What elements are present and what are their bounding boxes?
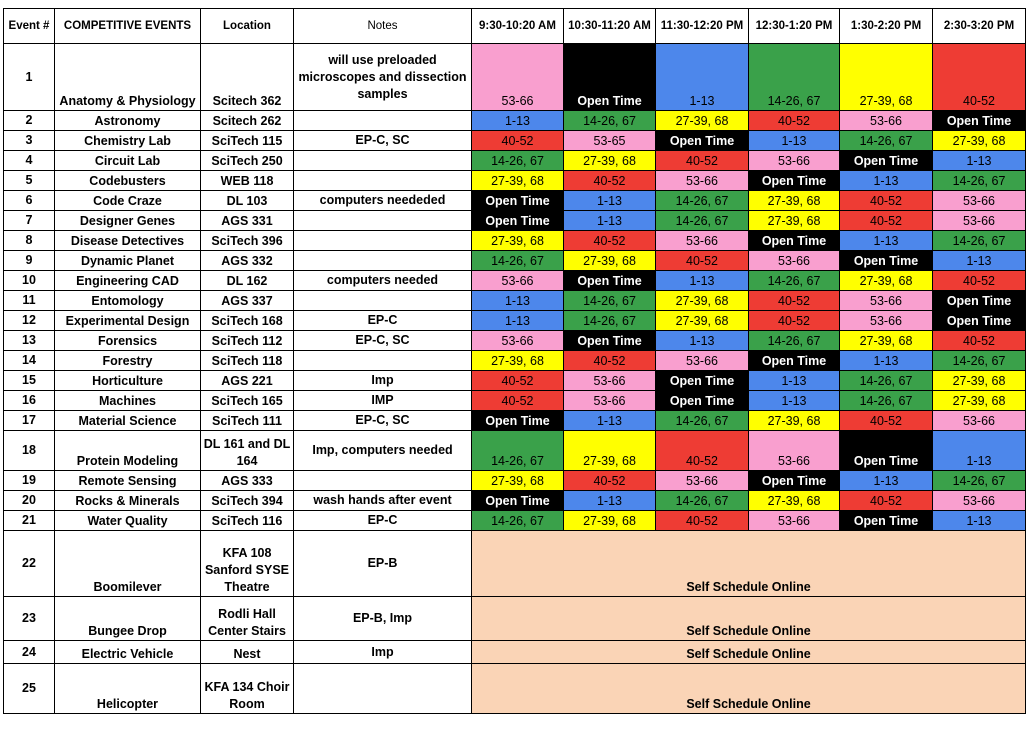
time-slot-cell: 1-13 [472, 291, 564, 311]
location-cell: AGS 333 [201, 471, 294, 491]
table-row [4, 211, 1026, 231]
time-slot-cell: 40-52 [564, 471, 656, 491]
time-slot-cell: 1-13 [749, 391, 840, 411]
header-row [4, 9, 1026, 44]
location-cell: AGS 221 [201, 371, 294, 391]
time-slot-cell: 53-66 [472, 271, 564, 291]
time-slot-cell: 14-26, 67 [472, 431, 564, 471]
event-name-cell: Protein Modeling [55, 431, 201, 471]
header-notes: Notes [294, 9, 472, 44]
time-slot-cell: 27-39, 68 [840, 331, 933, 351]
time-slot-cell: Open Time [749, 231, 840, 251]
header-slot-1: 9:30-10:20 AM [472, 9, 564, 44]
notes-cell: EP-C, SC [294, 331, 472, 351]
event-name-cell: Electric Vehicle [55, 641, 201, 664]
time-slot-cell: Open Time [472, 411, 564, 431]
time-slot-cell: 53-66 [749, 431, 840, 471]
time-slot-cell: 53-66 [564, 391, 656, 411]
event-number-cell: 25 [4, 664, 55, 714]
event-name-cell: Horticulture [55, 371, 201, 391]
location-cell: SciTech 165 [201, 391, 294, 411]
time-slot-cell: 27-39, 68 [564, 511, 656, 531]
notes-cell: will use preloaded microscopes and dissection samples [294, 44, 472, 111]
time-slot-cell: 53-66 [656, 231, 749, 251]
time-slot-cell: 14-26, 67 [933, 351, 1026, 371]
time-slot-cell: 40-52 [656, 151, 749, 171]
time-slot-cell: 14-26, 67 [472, 151, 564, 171]
event-number-cell: 17 [4, 411, 55, 431]
time-slot-cell: 27-39, 68 [472, 471, 564, 491]
location-cell: SciTech 118 [201, 351, 294, 371]
time-slot-cell: 14-26, 67 [933, 231, 1026, 251]
time-slot-cell: Open Time [656, 131, 749, 151]
location-cell: SciTech 396 [201, 231, 294, 251]
time-slot-cell: 53-66 [749, 151, 840, 171]
time-slot-cell: 14-26, 67 [840, 391, 933, 411]
time-slot-cell: 53-66 [933, 211, 1026, 231]
time-slot-cell: 27-39, 68 [656, 291, 749, 311]
time-slot-cell: 40-52 [840, 211, 933, 231]
event-name-cell: Designer Genes [55, 211, 201, 231]
time-slot-cell: 27-39, 68 [840, 44, 933, 111]
table-row [4, 641, 1026, 664]
table-row [4, 271, 1026, 291]
event-name-cell: Disease Detectives [55, 231, 201, 251]
event-number-cell: 2 [4, 111, 55, 131]
notes-cell [294, 251, 472, 271]
notes-cell: EP-C, SC [294, 411, 472, 431]
location-cell: AGS 331 [201, 211, 294, 231]
self-schedule-cell: Self Schedule Online [472, 597, 1026, 641]
time-slot-cell: 53-66 [656, 351, 749, 371]
time-slot-cell: 27-39, 68 [933, 371, 1026, 391]
time-slot-cell: 1-13 [564, 211, 656, 231]
time-slot-cell: 14-26, 67 [749, 331, 840, 351]
notes-cell: EP-C [294, 311, 472, 331]
self-schedule-cell: Self Schedule Online [472, 641, 1026, 664]
time-slot-cell: 14-26, 67 [564, 291, 656, 311]
event-number-cell: 1 [4, 44, 55, 111]
table-row [4, 131, 1026, 151]
event-number-cell: 3 [4, 131, 55, 151]
time-slot-cell: 53-66 [656, 471, 749, 491]
table-row [4, 511, 1026, 531]
time-slot-cell: 14-26, 67 [840, 371, 933, 391]
event-number-cell: 24 [4, 641, 55, 664]
event-name-cell: Experimental Design [55, 311, 201, 331]
time-slot-cell: 53-66 [656, 171, 749, 191]
time-slot-cell: 1-13 [564, 491, 656, 511]
notes-cell: IMP [294, 391, 472, 411]
event-number-cell: 14 [4, 351, 55, 371]
time-slot-cell: 1-13 [656, 44, 749, 111]
header-slot-3: 11:30-12:20 PM [656, 9, 749, 44]
time-slot-cell: 14-26, 67 [933, 171, 1026, 191]
event-name-cell: Boomilever [55, 531, 201, 597]
time-slot-cell: 1-13 [564, 411, 656, 431]
time-slot-cell: 14-26, 67 [749, 44, 840, 111]
time-slot-cell: 14-26, 67 [656, 211, 749, 231]
time-slot-cell: 53-66 [472, 44, 564, 111]
time-slot-cell: 27-39, 68 [472, 231, 564, 251]
time-slot-cell: 40-52 [564, 231, 656, 251]
self-schedule-cell: Self Schedule Online [472, 531, 1026, 597]
schedule-body [4, 44, 1026, 714]
time-slot-cell: Open Time [749, 171, 840, 191]
time-slot-cell: Open Time [472, 491, 564, 511]
table-row [4, 471, 1026, 491]
notes-cell: EP-C [294, 511, 472, 531]
table-row [4, 251, 1026, 271]
time-slot-cell: Open Time [656, 391, 749, 411]
time-slot-cell: 40-52 [933, 331, 1026, 351]
location-cell: Nest [201, 641, 294, 664]
event-name-cell: Forestry [55, 351, 201, 371]
event-name-cell: Chemistry Lab [55, 131, 201, 151]
header-slot-6: 2:30-3:20 PM [933, 9, 1026, 44]
location-cell: DL 103 [201, 191, 294, 211]
notes-cell [294, 664, 472, 714]
location-cell: SciTech 250 [201, 151, 294, 171]
table-row [4, 431, 1026, 471]
time-slot-cell: Open Time [840, 511, 933, 531]
event-number-cell: 13 [4, 331, 55, 351]
location-cell: KFA 134 Choir Room [201, 664, 294, 714]
location-cell: SciTech 115 [201, 131, 294, 151]
time-slot-cell: 27-39, 68 [564, 431, 656, 471]
time-slot-cell: Open Time [472, 211, 564, 231]
time-slot-cell: 1-13 [749, 371, 840, 391]
time-slot-cell: 53-66 [749, 511, 840, 531]
event-name-cell: Rocks & Minerals [55, 491, 201, 511]
event-name-cell: Material Science [55, 411, 201, 431]
location-cell: WEB 118 [201, 171, 294, 191]
time-slot-cell: 53-66 [840, 311, 933, 331]
table-row [4, 597, 1026, 641]
notes-cell: EP-B, Imp [294, 597, 472, 641]
time-slot-cell: 14-26, 67 [656, 411, 749, 431]
event-name-cell: Astronomy [55, 111, 201, 131]
time-slot-cell: 40-52 [472, 131, 564, 151]
table-row [4, 531, 1026, 597]
time-slot-cell: 1-13 [840, 171, 933, 191]
event-number-cell: 20 [4, 491, 55, 511]
time-slot-cell: Open Time [749, 471, 840, 491]
time-slot-cell: 40-52 [749, 291, 840, 311]
event-name-cell: Water Quality [55, 511, 201, 531]
table-row [4, 291, 1026, 311]
event-name-cell: Code Craze [55, 191, 201, 211]
time-slot-cell: 14-26, 67 [564, 111, 656, 131]
time-slot-cell: 14-26, 67 [933, 471, 1026, 491]
time-slot-cell: Open Time [840, 431, 933, 471]
time-slot-cell: 40-52 [564, 351, 656, 371]
location-cell: DL 162 [201, 271, 294, 291]
time-slot-cell: 40-52 [749, 311, 840, 331]
event-number-cell: 19 [4, 471, 55, 491]
time-slot-cell: 14-26, 67 [472, 251, 564, 271]
notes-cell [294, 231, 472, 251]
time-slot-cell: 40-52 [656, 251, 749, 271]
notes-cell [294, 291, 472, 311]
event-number-cell: 12 [4, 311, 55, 331]
time-slot-cell: 1-13 [933, 511, 1026, 531]
header-slot-4: 12:30-1:20 PM [749, 9, 840, 44]
event-number-cell: 10 [4, 271, 55, 291]
time-slot-cell: 27-39, 68 [840, 271, 933, 291]
time-slot-cell: 1-13 [840, 231, 933, 251]
notes-cell: computers neededed [294, 191, 472, 211]
table-row [4, 311, 1026, 331]
location-cell: Rodli Hall Center Stairs [201, 597, 294, 641]
location-cell: SciTech 168 [201, 311, 294, 331]
time-slot-cell: 1-13 [656, 271, 749, 291]
time-slot-cell: 1-13 [564, 191, 656, 211]
event-name-cell: Circuit Lab [55, 151, 201, 171]
time-slot-cell: 40-52 [749, 111, 840, 131]
event-name-cell: Entomology [55, 291, 201, 311]
time-slot-cell: 1-13 [472, 311, 564, 331]
time-slot-cell: Open Time [564, 44, 656, 111]
event-name-cell: Codebusters [55, 171, 201, 191]
time-slot-cell: 27-39, 68 [749, 491, 840, 511]
time-slot-cell: 14-26, 67 [749, 271, 840, 291]
time-slot-cell: 53-66 [933, 191, 1026, 211]
notes-cell: Imp, computers needed [294, 431, 472, 471]
location-cell: Scitech 362 [201, 44, 294, 111]
notes-cell: computers needed [294, 271, 472, 291]
event-name-cell: Anatomy & Physiology [55, 44, 201, 111]
location-cell: AGS 332 [201, 251, 294, 271]
time-slot-cell: 53-66 [840, 291, 933, 311]
time-slot-cell: 40-52 [840, 191, 933, 211]
event-name-cell: Engineering CAD [55, 271, 201, 291]
notes-cell: EP-C, SC [294, 131, 472, 151]
header-competitive-events: COMPETITIVE EVENTS [55, 9, 201, 44]
table-row [4, 411, 1026, 431]
location-cell: AGS 337 [201, 291, 294, 311]
table-row [4, 231, 1026, 251]
table-row [4, 491, 1026, 511]
location-cell: SciTech 116 [201, 511, 294, 531]
notes-cell [294, 471, 472, 491]
event-number-cell: 11 [4, 291, 55, 311]
notes-cell [294, 211, 472, 231]
notes-cell: Imp [294, 371, 472, 391]
event-number-cell: 6 [4, 191, 55, 211]
time-slot-cell: 53-66 [472, 331, 564, 351]
event-name-cell: Bungee Drop [55, 597, 201, 641]
notes-cell [294, 351, 472, 371]
time-slot-cell: Open Time [840, 151, 933, 171]
time-slot-cell: Open Time [840, 251, 933, 271]
time-slot-cell: 14-26, 67 [840, 131, 933, 151]
time-slot-cell: 53-66 [840, 111, 933, 131]
header-event-number: Event # [4, 9, 55, 44]
time-slot-cell: 14-26, 67 [564, 311, 656, 331]
time-slot-cell: 27-39, 68 [933, 131, 1026, 151]
event-number-cell: 5 [4, 171, 55, 191]
table-row [4, 351, 1026, 371]
time-slot-cell: 1-13 [933, 151, 1026, 171]
location-cell: DL 161 and DL 164 [201, 431, 294, 471]
time-slot-cell: Open Time [933, 291, 1026, 311]
time-slot-cell: Open Time [656, 371, 749, 391]
event-number-cell: 23 [4, 597, 55, 641]
location-cell: SciTech 394 [201, 491, 294, 511]
location-cell: SciTech 111 [201, 411, 294, 431]
table-row [4, 371, 1026, 391]
time-slot-cell: 40-52 [840, 491, 933, 511]
time-slot-cell: 1-13 [472, 111, 564, 131]
notes-cell [294, 111, 472, 131]
time-slot-cell: 40-52 [933, 271, 1026, 291]
time-slot-cell: 40-52 [472, 391, 564, 411]
time-slot-cell: 1-13 [840, 351, 933, 371]
event-number-cell: 16 [4, 391, 55, 411]
notes-cell [294, 171, 472, 191]
time-slot-cell: 27-39, 68 [564, 151, 656, 171]
header-slot-2: 10:30-11:20 AM [564, 9, 656, 44]
event-number-cell: 9 [4, 251, 55, 271]
time-slot-cell: 1-13 [840, 471, 933, 491]
event-name-cell: Machines [55, 391, 201, 411]
time-slot-cell: Open Time [933, 311, 1026, 331]
time-slot-cell: 27-39, 68 [656, 311, 749, 331]
event-number-cell: 7 [4, 211, 55, 231]
time-slot-cell: 14-26, 67 [472, 511, 564, 531]
self-schedule-cell: Self Schedule Online [472, 664, 1026, 714]
time-slot-cell: 40-52 [840, 411, 933, 431]
table-row [4, 191, 1026, 211]
table-row [4, 331, 1026, 351]
location-cell: KFA 108 Sanford SYSE Theatre [201, 531, 294, 597]
time-slot-cell: 53-66 [564, 371, 656, 391]
schedule-table [3, 8, 1026, 714]
notes-cell: Imp [294, 641, 472, 664]
location-cell: Scitech 262 [201, 111, 294, 131]
time-slot-cell: 27-39, 68 [472, 171, 564, 191]
event-name-cell: Helicopter [55, 664, 201, 714]
notes-cell: wash hands after event [294, 491, 472, 511]
time-slot-cell: 1-13 [656, 331, 749, 351]
time-slot-cell: 40-52 [933, 44, 1026, 111]
time-slot-cell: 40-52 [656, 431, 749, 471]
time-slot-cell: 27-39, 68 [472, 351, 564, 371]
event-number-cell: 15 [4, 371, 55, 391]
time-slot-cell: 27-39, 68 [933, 391, 1026, 411]
event-name-cell: Dynamic Planet [55, 251, 201, 271]
event-number-cell: 8 [4, 231, 55, 251]
notes-cell [294, 151, 472, 171]
time-slot-cell: 40-52 [564, 171, 656, 191]
time-slot-cell: 53-66 [933, 491, 1026, 511]
time-slot-cell: 27-39, 68 [749, 411, 840, 431]
table-row [4, 391, 1026, 411]
header-location: Location [201, 9, 294, 44]
event-number-cell: 4 [4, 151, 55, 171]
event-number-cell: 18 [4, 431, 55, 471]
location-cell: SciTech 112 [201, 331, 294, 351]
time-slot-cell: 1-13 [933, 431, 1026, 471]
header-slot-5: 1:30-2:20 PM [840, 9, 933, 44]
time-slot-cell: 53-65 [564, 131, 656, 151]
time-slot-cell: 53-66 [749, 251, 840, 271]
time-slot-cell: 14-26, 67 [656, 191, 749, 211]
time-slot-cell: 27-39, 68 [749, 191, 840, 211]
time-slot-cell: Open Time [564, 271, 656, 291]
time-slot-cell: 40-52 [656, 511, 749, 531]
time-slot-cell: Open Time [472, 191, 564, 211]
table-row [4, 664, 1026, 714]
event-name-cell: Forensics [55, 331, 201, 351]
event-number-cell: 22 [4, 531, 55, 597]
table-row [4, 111, 1026, 131]
event-name-cell: Remote Sensing [55, 471, 201, 491]
table-row [4, 151, 1026, 171]
table-row [4, 44, 1026, 111]
time-slot-cell: 27-39, 68 [564, 251, 656, 271]
time-slot-cell: 53-66 [933, 411, 1026, 431]
time-slot-cell: Open Time [749, 351, 840, 371]
time-slot-cell: 40-52 [472, 371, 564, 391]
time-slot-cell: Open Time [933, 111, 1026, 131]
time-slot-cell: 1-13 [749, 131, 840, 151]
time-slot-cell: 27-39, 68 [656, 111, 749, 131]
time-slot-cell: 1-13 [933, 251, 1026, 271]
time-slot-cell: 27-39, 68 [749, 211, 840, 231]
time-slot-cell: 14-26, 67 [656, 491, 749, 511]
table-row [4, 171, 1026, 191]
notes-cell: EP-B [294, 531, 472, 597]
event-number-cell: 21 [4, 511, 55, 531]
time-slot-cell: Open Time [564, 331, 656, 351]
